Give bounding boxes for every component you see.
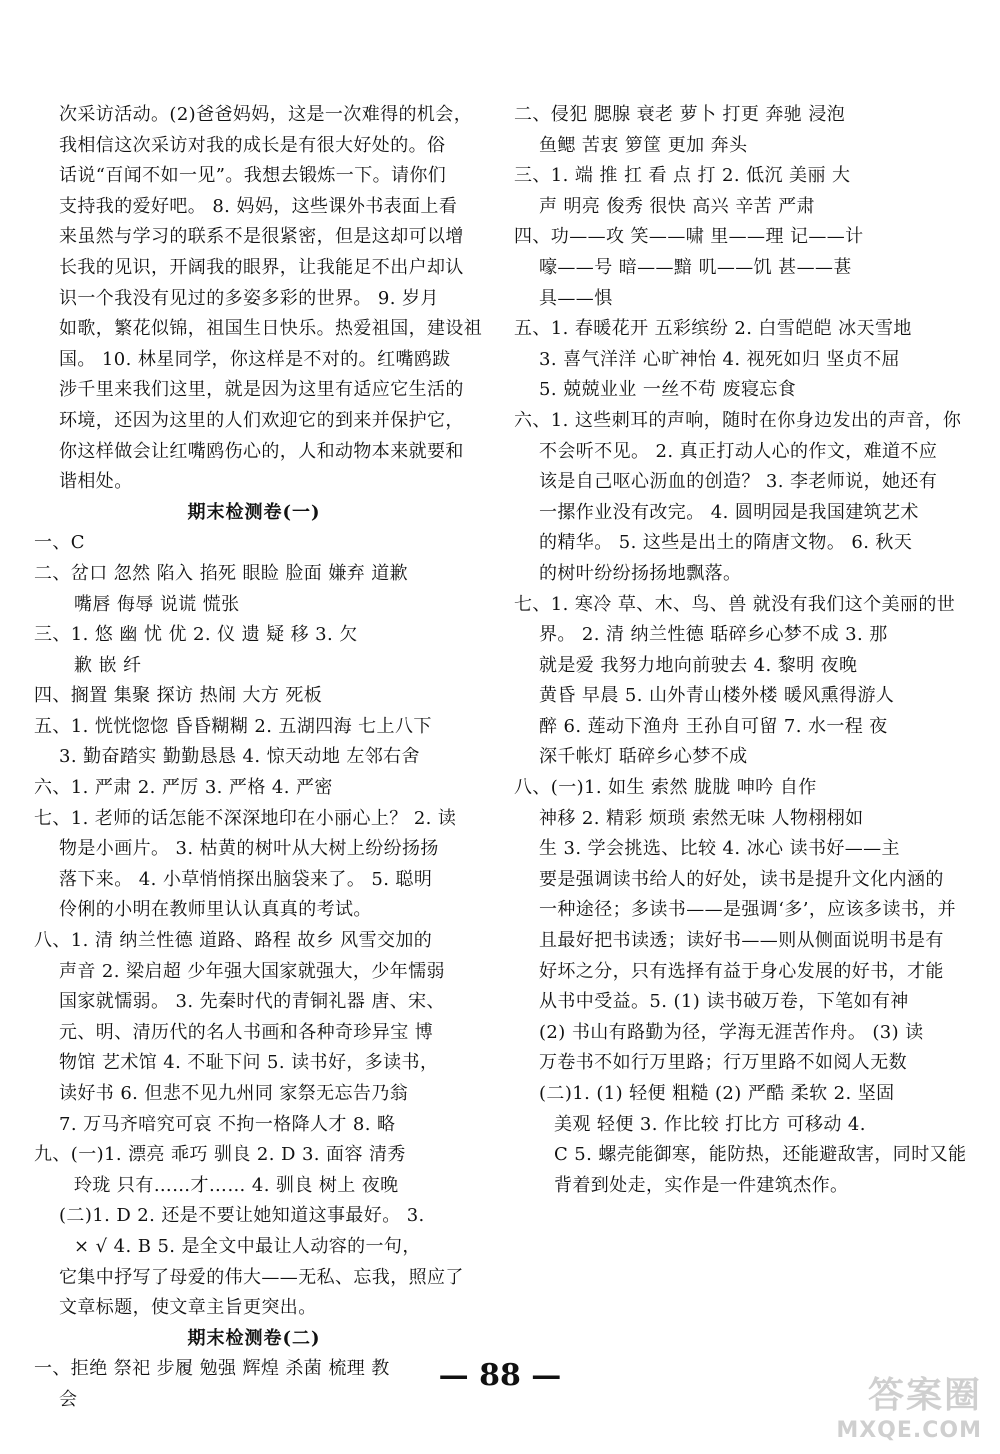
answer-line: 二、岔口 忽然 陷入 掐死 眼睑 脸面 嫌弃 道歉	[34, 562, 409, 584]
answer-line: 元、明、清历代的名人书画和各种奇珍异宝 博	[59, 1021, 434, 1043]
answer-line: × √ 4. B 5. 是全文中最让人动容的一句，	[74, 1235, 421, 1257]
answer-line: 玲珑 只有……才…… 4. 驯良 树上 夜晚	[74, 1174, 399, 1196]
answer-line: 黄昏 早晨 5. 山外青山楼外楼 暖风熏得游人	[539, 685, 895, 707]
answer-line: 具——惧	[539, 287, 613, 309]
answer-line: (二)1. (1) 轻便 粗糙 (2) 严酷 柔软 2. 坚固	[539, 1083, 895, 1104]
answer-line: 次采访活动。(2)爸爸妈妈，这是一次难得的机会，	[59, 104, 473, 125]
section-heading: 期末检测卷(一)	[187, 501, 321, 523]
answer-line: 要是强调读书给人的好处，读书是提升文化内涵的	[539, 868, 944, 890]
answer-line: 六、1. 严肃 2. 严厉 3. 严格 4. 严密	[34, 777, 333, 799]
answer-line: 伶俐的小明在教师里认认真真的考试。	[59, 899, 372, 921]
answer-line: 背着到处走，实作是一件建筑杰作。	[554, 1174, 849, 1196]
answer-line: 它集中抒写了母爱的伟大——无私、忘我，照应了	[59, 1266, 464, 1288]
answer-line: 五、1. 春暖花开 五彩缤纷 2. 白雪皑皑 冰天雪地	[514, 318, 912, 340]
answer-line: 读好书 6. 但悲不见九州同 家祭无忘告乃翁	[59, 1083, 409, 1104]
answer-line: 该是自己呕心沥血的创造？ 3. 李老师说，她还有	[539, 471, 938, 493]
answer-line: 如歌，繁花似锦，祖国生日快乐。热爱祖国，建设祖	[59, 318, 483, 340]
answer-line: 7. 万马齐喑究可哀 不拘一格降人才 8. 略	[59, 1113, 396, 1135]
answer-line: 七、1. 老师的话怎能不深深地印在小丽心上？ 2. 读	[34, 807, 457, 829]
answer-line: 识一个我没有见过的多姿多彩的世界。 9. 岁月	[59, 287, 439, 309]
answer-line: 一、拒绝 祭祀 步履 勉强 辉煌 杀菌 梳理 教	[34, 1358, 390, 1380]
answer-line: 一、C	[34, 532, 85, 554]
watermark-url: MXQE.COM	[836, 1418, 982, 1443]
answer-line: 鱼鳃 苦衷 箩筐 更加 奔头	[539, 134, 748, 156]
answer-line: 物是小画片。 3. 枯黄的树叶从大树上纷纷扬扬	[59, 838, 439, 860]
answer-line: 四、功——攻 笑——啸 里——理 记——计	[514, 226, 864, 248]
answer-line: 好坏之分，只有选择有益于身心发展的好书，才能	[539, 960, 944, 982]
answer-line: 二、侵犯 腮腺 衰老 萝卜 打更 奔驰 浸泡	[514, 104, 846, 125]
answer-line: 国家就懦弱。 3. 先秦时代的青铜礼器 唐、宋、	[59, 991, 445, 1013]
answer-line: 谐相处。	[59, 471, 133, 493]
answer-line: 八、1. 清 纳兰性德 道路、路程 故乡 风雪交加的	[34, 930, 433, 952]
watermark-logo	[832, 1374, 982, 1448]
answer-line: 话说“百闻不如一见”。我想去锻炼一下。请你们	[59, 165, 447, 187]
answer-line: 长我的见识，开阔我的眼界，让我能足不出户却认	[59, 256, 464, 278]
answer-line: 会	[59, 1388, 78, 1410]
answer-line: 环境，还因为这里的人们欢迎它的到来并保护它，	[59, 409, 464, 431]
answer-line: 来虽然与学习的联系不是很紧密，但是这却可以增	[59, 226, 464, 248]
answer-line: 万卷书不如行万里路；行万里路不如阅人无数	[539, 1052, 907, 1074]
answer-line: 六、1. 这些刺耳的声响，随时在你身边发出的声音，你	[514, 409, 962, 431]
answer-line: 落下来。 4. 小草悄悄探出脑袋来了。 5. 聪明	[59, 868, 433, 890]
answer-line: 八、(一)1. 如生 索然 胧胧 呻吟 自作	[514, 777, 817, 799]
answer-line: 界。 2. 清 纳兰性德 聒碎乡心梦不成 3. 那	[539, 624, 888, 646]
answer-line: 声音 2. 梁启超 少年强大国家就强大，少年懦弱	[59, 960, 445, 982]
answer-line: 嘴唇 侮辱 说谎 慌张	[74, 593, 240, 615]
answer-line: 不会听不见。 2. 真正打动人心的作文，难道不应	[539, 440, 938, 462]
answer-line: 我相信这次采访对我的成长是有很大好处的。俗	[59, 134, 446, 156]
answer-line: 涉千里来我们这里，就是因为这里有适应它生活的	[59, 379, 464, 401]
right-column	[514, 100, 967, 1201]
answer-line: 醉 6. 莲动下渔舟 王孙自可留 7. 水一程 夜	[539, 715, 888, 737]
answer-line: 声 明亮 俊秀 很快 高兴 辛苦 严肃	[539, 195, 815, 217]
watermark-text: 答案圈	[867, 1375, 982, 1416]
answer-line: 5. 兢兢业业 一丝不苟 废寝忘食	[539, 379, 797, 401]
answer-line: 就是爱 我努力地向前驶去 4. 黎明 夜晚	[539, 654, 858, 676]
answer-line: 歉 嵌 纤	[74, 654, 142, 676]
answer-line: (二)1. D 2. 还是不要让她知道这事最好。 3.	[59, 1205, 425, 1227]
answer-line: (2) 书山有路勤为径，学海无涯苦作舟。 (3) 读	[539, 1021, 924, 1043]
answer-line: 一种途径；多读书——是强调‘多’，应该多读书，并	[539, 899, 957, 921]
answer-line: 一摞作业没有改完。 4. 圆明园是我国建筑艺术	[539, 501, 919, 523]
answer-line: 三、1. 端 推 扛 看 点 打 2. 低沉 美丽 大	[514, 165, 851, 187]
answer-line: 且最好把书读透；读好书——则从侧面说明书是有	[539, 930, 944, 952]
answer-line: 神移 2. 精彩 烦琐 索然无味 人物栩栩如	[539, 807, 864, 829]
answer-line: C 5. 螺壳能御寒，能防热，还能避敌害，同时又能	[554, 1144, 967, 1166]
answer-line: 你这样做会让红嘴鸥伤心的，人和动物本来就要和	[59, 440, 464, 462]
answer-line: 七、1. 寒冷 草、木、鸟、兽 就没有我们这个美丽的世	[514, 593, 956, 615]
answer-line: 九、(一)1. 漂亮 乖巧 驯良 2. D 3. 面容 清秀	[34, 1144, 406, 1166]
answer-line: 深千帐灯 聒碎乡心梦不成	[539, 746, 748, 768]
answer-line: 文章标题，使文章主旨更突出。	[59, 1297, 317, 1319]
answer-line: 3. 喜气洋洋 心旷神怡 4. 视死如归 坚贞不屈	[539, 348, 900, 370]
answer-line: 五、1. 恍恍惚惚 昏昏糊糊 2. 五湖四海 七上八下	[34, 715, 432, 737]
answer-line: 从书中受益。5. (1) 读书破万卷，下笔如有神	[539, 991, 909, 1013]
left-column	[34, 100, 483, 1416]
answer-line: 三、1. 悠 幽 忧 优 2. 仪 遗 疑 移 3. 欠	[34, 624, 358, 646]
answer-line: 的树叶纷纷扬扬地飘落。	[539, 562, 742, 584]
answer-line: 国。 10. 林星同学，你这样是不对的。红嘴鸥跋	[59, 348, 451, 370]
page-number: — 88 —	[438, 1358, 562, 1393]
answer-line: 支持我的爱好吧。 8. 妈妈，这些课外书表面上看	[59, 195, 458, 217]
answer-line: 生 3. 学会挑选、比较 4. 冰心 读书好——主	[539, 838, 900, 860]
answer-line: 美观 轻便 3. 作比较 打比方 可移动 4.	[554, 1113, 866, 1135]
section-heading: 期末检测卷(二)	[187, 1327, 321, 1349]
answer-line: 物馆 艺术馆 4. 不耻下问 5. 读书好，多读书，	[59, 1052, 439, 1074]
answer-line: 的精华。 5. 这些是出土的隋唐文物。 6. 秋天	[539, 532, 913, 554]
answer-line: 3. 勤奋踏实 勤勤恳恳 4. 惊天动地 左邻右舍	[59, 746, 420, 768]
answer-line: 嚎——号 暗——黯 叽——饥 甚——葚	[539, 256, 852, 278]
answer-line: 四、搁置 集聚 探访 热闹 大方 死板	[34, 685, 323, 707]
